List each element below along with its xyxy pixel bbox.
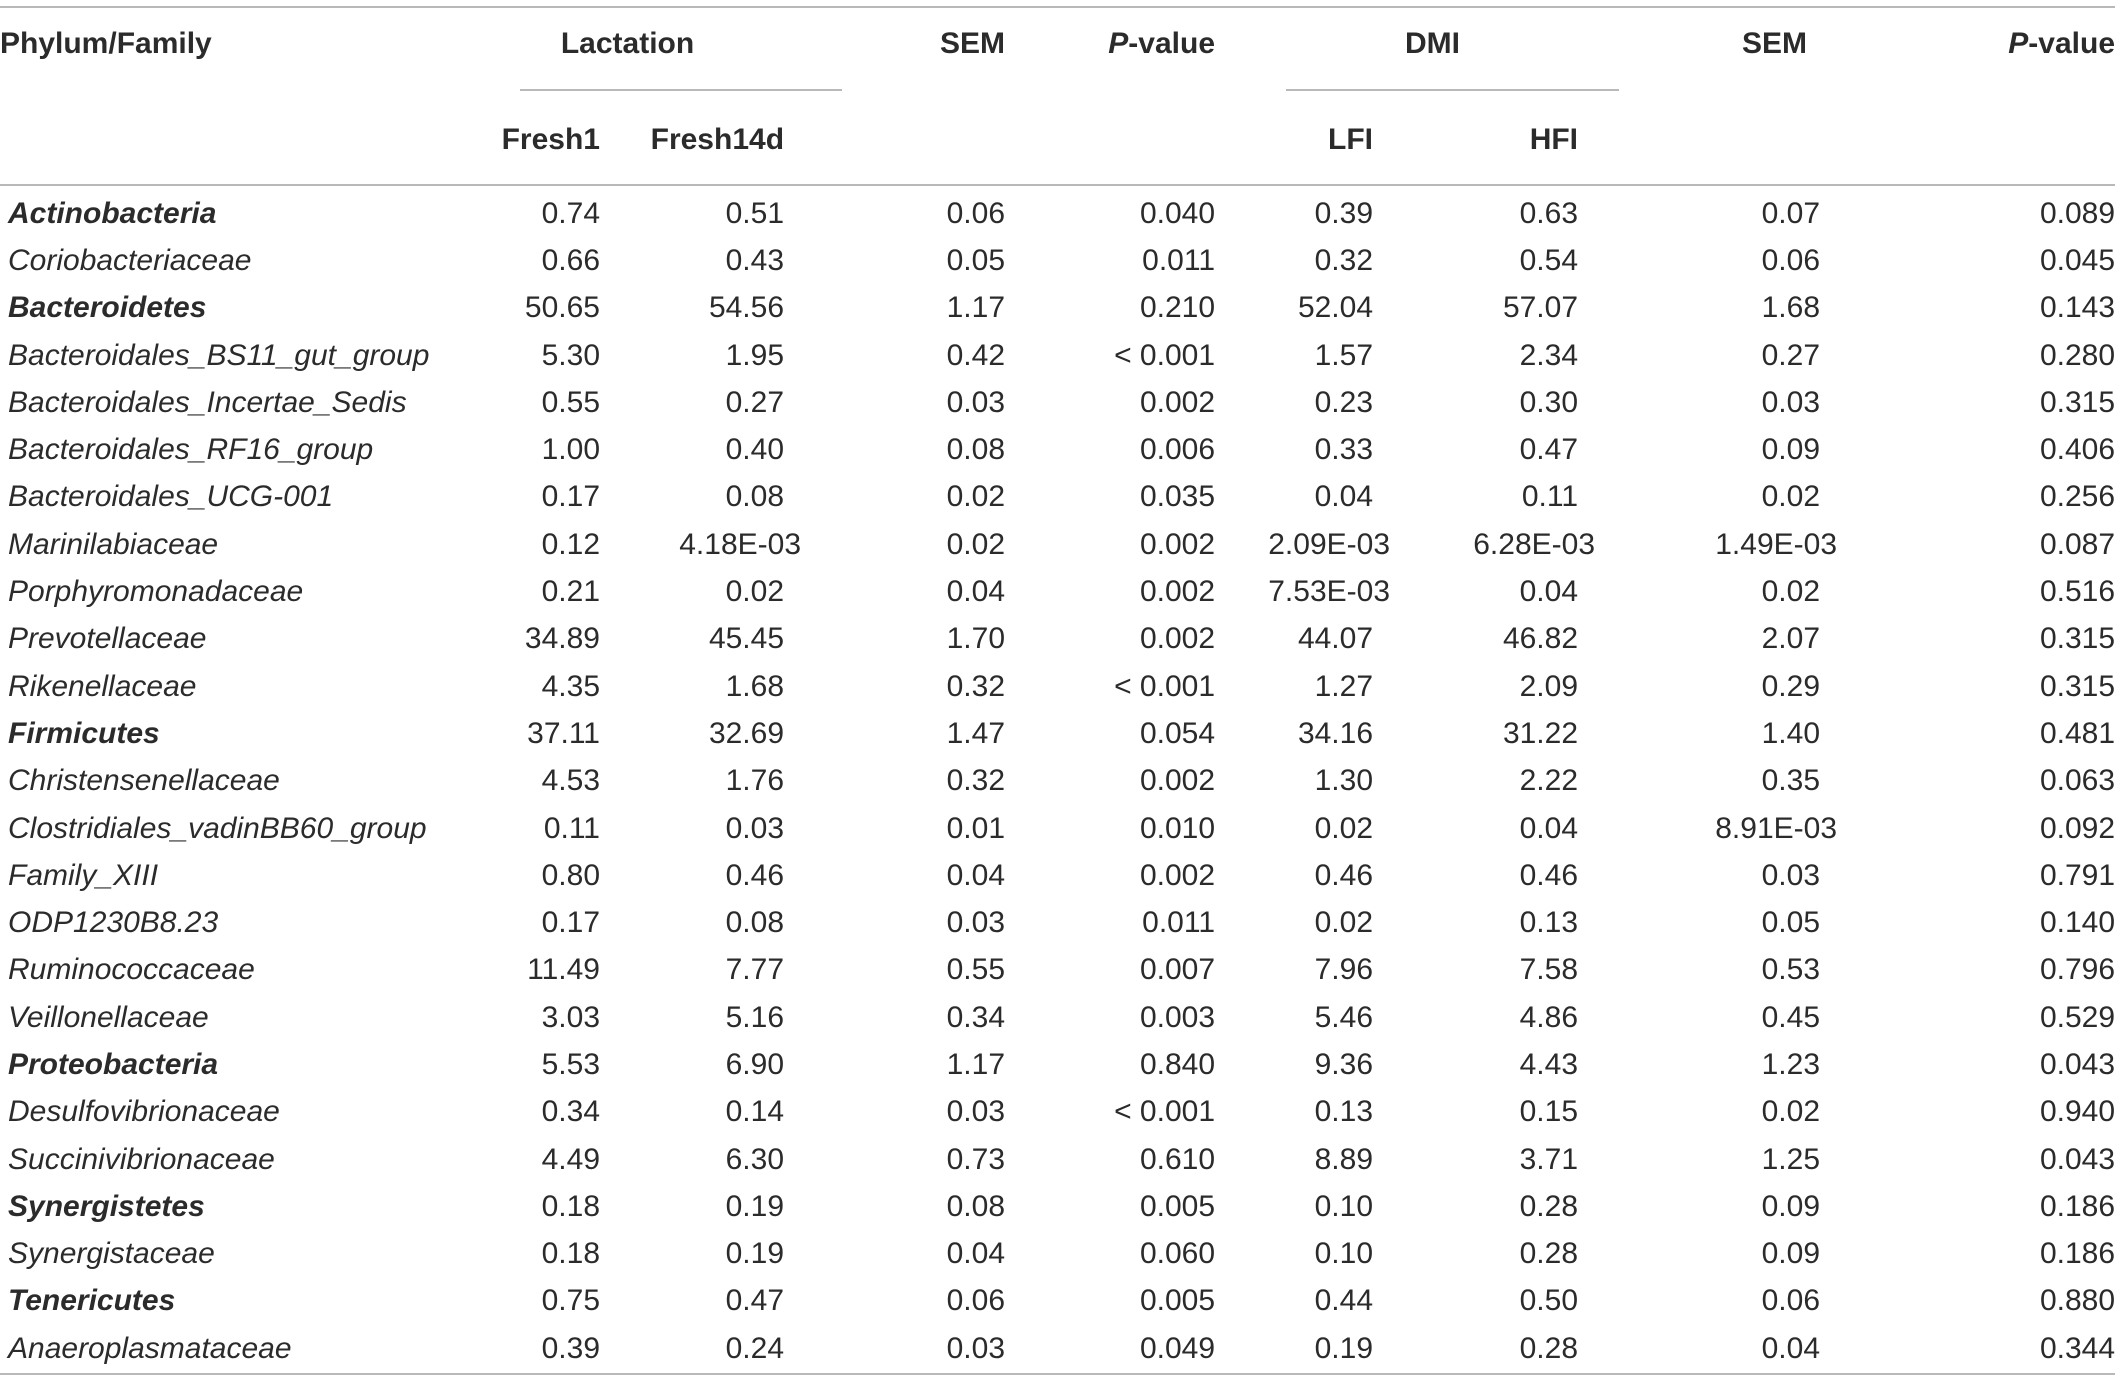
cell-name: Bacteroidales_BS11_gut_group bbox=[8, 338, 430, 372]
cell-name: Succinivibrionaceae bbox=[8, 1142, 275, 1176]
cell-fresh14d: 0.43 bbox=[725, 243, 785, 277]
table-body bbox=[0, 185, 2115, 1374]
cell-sem1: 1.70 bbox=[946, 622, 1006, 656]
cell-name: Desulfovibrionaceae bbox=[8, 1095, 280, 1129]
cell-p1: 0.054 bbox=[1139, 716, 1216, 750]
cell-sem1: 0.32 bbox=[946, 669, 1006, 703]
cell-name: Bacteroidales_UCG-001 bbox=[8, 480, 334, 514]
cell-lfi: 0.02 bbox=[1314, 906, 1374, 940]
dmi-underline bbox=[1286, 89, 1619, 91]
cell-fresh1: 0.17 bbox=[541, 906, 600, 940]
cell-lfi: 0.23 bbox=[1314, 385, 1374, 419]
family-row bbox=[0, 568, 2115, 615]
cell-p2: 0.481 bbox=[2039, 716, 2116, 750]
family-row bbox=[0, 426, 2115, 473]
family-row bbox=[0, 1089, 2115, 1136]
cell-p1: < 0.001 bbox=[1114, 669, 1216, 703]
cell-lfi: 1.30 bbox=[1314, 764, 1374, 798]
family-row bbox=[0, 805, 2115, 852]
cell-sem2: 0.27 bbox=[1761, 338, 1821, 372]
cell-lfi: 5.46 bbox=[1314, 1000, 1374, 1034]
header-empty-1 bbox=[0, 96, 440, 185]
cell-p2: 0.256 bbox=[2039, 480, 2116, 514]
header-empty-3 bbox=[1010, 96, 1220, 185]
cell-fresh14d: 6.90 bbox=[725, 1047, 785, 1081]
cell-p2: 0.089 bbox=[2039, 196, 2116, 230]
family-row bbox=[0, 1325, 2115, 1374]
cell-lfi: 0.19 bbox=[1220, 1325, 1420, 1374]
cell-p1: 0.005 bbox=[1139, 1189, 1216, 1223]
table-header bbox=[0, 7, 2115, 185]
cell-fresh14d: 0.27 bbox=[725, 385, 785, 419]
cell-fresh14d: 0.24 bbox=[600, 1325, 815, 1374]
cell-sem2: 2.07 bbox=[1761, 622, 1821, 656]
cell-p1: 0.011 bbox=[1142, 906, 1216, 940]
cell-p1: 0.610 bbox=[1139, 1142, 1216, 1176]
cell-hfi: 3.71 bbox=[1519, 1142, 1579, 1176]
cell-hfi: 0.13 bbox=[1519, 906, 1579, 940]
cell-p1: 0.840 bbox=[1139, 1047, 1216, 1081]
cell-fresh1: 5.53 bbox=[541, 1047, 600, 1081]
cell-p1: 0.035 bbox=[1139, 480, 1216, 514]
cell-name: Marinilabiaceae bbox=[8, 527, 219, 561]
cell-name: Veillonellaceae bbox=[8, 1000, 209, 1034]
cell-fresh14d: 54.56 bbox=[708, 291, 785, 325]
cell-p2: 0.344 bbox=[1880, 1325, 2115, 1374]
cell-p2: 0.043 bbox=[2039, 1047, 2116, 1081]
cell-sem1: 0.32 bbox=[946, 764, 1006, 798]
cell-name: Anaeroplasmataceae bbox=[0, 1325, 440, 1374]
cell-fresh1: 4.53 bbox=[541, 764, 600, 798]
cell-sem2: 1.25 bbox=[1761, 1142, 1821, 1176]
cell-sem1: 0.42 bbox=[946, 338, 1006, 372]
cell-fresh1: 0.18 bbox=[541, 1237, 600, 1271]
cell-fresh1: 0.55 bbox=[541, 385, 600, 419]
cell-fresh14d: 0.40 bbox=[725, 433, 785, 467]
cell-sem1: 0.73 bbox=[946, 1142, 1006, 1176]
cell-sem2: 0.09 bbox=[1761, 1237, 1821, 1271]
cell-name: Actinobacteria bbox=[8, 196, 217, 230]
cell-lfi: 0.33 bbox=[1314, 433, 1374, 467]
cell-sem1: 0.03 bbox=[946, 1095, 1006, 1129]
cell-sem2: 0.02 bbox=[1761, 575, 1821, 609]
cell-fresh1: 37.11 bbox=[527, 716, 600, 750]
cell-sem1: 1.17 bbox=[946, 291, 1006, 325]
family-row bbox=[0, 994, 2115, 1041]
cell-hfi: 57.07 bbox=[1502, 291, 1579, 325]
header-dmi-label: DMI bbox=[1405, 27, 1461, 60]
cell-name: Prevotellaceae bbox=[8, 622, 207, 656]
cell-hfi: 0.54 bbox=[1519, 243, 1579, 277]
cell-fresh14d: 0.19 bbox=[725, 1189, 785, 1223]
cell-hfi: 0.28 bbox=[1519, 1189, 1579, 1223]
cell-lfi: 7.96 bbox=[1314, 953, 1374, 987]
cell-sem2: 1.23 bbox=[1761, 1047, 1821, 1081]
cell-hfi: 0.63 bbox=[1519, 196, 1579, 230]
cell-hfi: 0.15 bbox=[1519, 1095, 1579, 1129]
cell-sem1: 0.03 bbox=[946, 385, 1006, 419]
cell-p1: 0.005 bbox=[1139, 1284, 1216, 1318]
cell-sem2: 0.35 bbox=[1761, 764, 1821, 798]
header-hfi: HFI bbox=[1420, 96, 1645, 185]
cell-p1: 0.002 bbox=[1139, 527, 1216, 561]
family-row bbox=[0, 663, 2115, 710]
cell-p1: < 0.001 bbox=[1114, 338, 1216, 372]
cell-fresh14d: 0.19 bbox=[725, 1237, 785, 1271]
cell-name: Bacteroidetes bbox=[8, 291, 207, 325]
cell-sem1: 0.03 bbox=[946, 906, 1006, 940]
cell-hfi: 0.11 bbox=[1521, 480, 1579, 514]
header-dmi bbox=[1220, 7, 1645, 96]
cell-sem2: 0.06 bbox=[1761, 243, 1821, 277]
header-lactation bbox=[440, 7, 815, 96]
cell-p2: 0.140 bbox=[2039, 906, 2116, 940]
cell-sem2: 8.91E-03 bbox=[1715, 811, 1838, 845]
cell-name: Synergistetes bbox=[8, 1189, 205, 1223]
cell-p2: 0.045 bbox=[2039, 243, 2116, 277]
cell-sem1: 0.04 bbox=[946, 858, 1006, 892]
phylum-row bbox=[0, 1041, 2115, 1088]
cell-fresh14d: 1.76 bbox=[725, 764, 785, 798]
cell-name: Family_XIII bbox=[8, 858, 159, 892]
cell-fresh14d: 0.51 bbox=[725, 196, 785, 230]
cell-p1: 0.002 bbox=[1139, 622, 1216, 656]
phylum-row bbox=[0, 710, 2115, 757]
header-empty-2 bbox=[815, 96, 1010, 185]
cell-hfi: 4.86 bbox=[1519, 1000, 1579, 1034]
cell-hfi: 0.50 bbox=[1519, 1284, 1579, 1318]
cell-sem1: 0.08 bbox=[946, 1189, 1006, 1223]
cell-sem2: 0.06 bbox=[1761, 1284, 1821, 1318]
cell-fresh1: 4.35 bbox=[541, 669, 600, 703]
cell-fresh1: 34.89 bbox=[524, 622, 600, 656]
cell-p2: 0.063 bbox=[2039, 764, 2116, 798]
cell-fresh14d: 0.02 bbox=[725, 575, 785, 609]
cell-name: Bacteroidales_Incertae_Sedis bbox=[8, 385, 407, 419]
cell-fresh1: 4.49 bbox=[541, 1142, 600, 1176]
cell-p1: 0.002 bbox=[1139, 575, 1216, 609]
cell-lfi: 0.10 bbox=[1314, 1189, 1374, 1223]
cell-sem1: 0.03 bbox=[815, 1325, 1010, 1374]
cell-sem2: 1.49E-03 bbox=[1715, 527, 1838, 561]
cell-sem2: 0.09 bbox=[1761, 433, 1821, 467]
cell-name: Bacteroidales_RF16_group bbox=[8, 433, 374, 467]
cell-sem2: 1.40 bbox=[1761, 716, 1821, 750]
cell-fresh14d: 4.18E-03 bbox=[679, 527, 802, 561]
cell-p1: 0.040 bbox=[1139, 196, 1216, 230]
cell-p2: 0.796 bbox=[2039, 953, 2116, 987]
cell-fresh1: 50.65 bbox=[524, 291, 600, 325]
cell-lfi: 0.39 bbox=[1314, 196, 1374, 230]
cell-fresh1: 11.49 bbox=[527, 953, 600, 987]
cell-hfi: 2.22 bbox=[1519, 764, 1579, 798]
cell-fresh1: 0.74 bbox=[541, 196, 600, 230]
header-pvalue-2 bbox=[1880, 7, 2115, 96]
cell-p2: 0.529 bbox=[2039, 1000, 2116, 1034]
cell-sem1: 0.04 bbox=[946, 1237, 1006, 1271]
cell-lfi: 1.57 bbox=[1314, 338, 1374, 372]
cell-name: Christensenellaceae bbox=[8, 764, 280, 798]
cell-name: Porphyromonadaceae bbox=[8, 575, 304, 609]
cell-fresh14d: 1.68 bbox=[725, 669, 785, 703]
cell-hfi: 0.46 bbox=[1519, 858, 1579, 892]
cell-name: Coriobacteriaceae bbox=[8, 243, 252, 277]
cell-p1: 0.010 bbox=[1139, 811, 1216, 845]
family-row bbox=[0, 947, 2115, 994]
cell-fresh14d: 0.08 bbox=[725, 480, 785, 514]
cell-p1: 0.002 bbox=[1139, 858, 1216, 892]
cell-lfi: 0.13 bbox=[1314, 1095, 1374, 1129]
cell-p1: 0.060 bbox=[1139, 1237, 1216, 1271]
cell-p2: 0.143 bbox=[2039, 291, 2116, 325]
header-row-1 bbox=[0, 7, 2115, 96]
cell-fresh14d: 0.03 bbox=[725, 811, 785, 845]
cell-sem1: 0.34 bbox=[946, 1000, 1006, 1034]
cell-p2: 0.186 bbox=[2039, 1237, 2116, 1271]
header-row-2 bbox=[0, 96, 2115, 185]
cell-p2: 0.940 bbox=[2039, 1095, 2116, 1129]
cell-lfi: 0.02 bbox=[1314, 811, 1374, 845]
family-row bbox=[0, 899, 2115, 946]
cell-fresh14d: 0.14 bbox=[725, 1095, 785, 1129]
cell-fresh1: 5.30 bbox=[541, 338, 600, 372]
family-row bbox=[0, 616, 2115, 663]
pvalue-1-rest: -value bbox=[1128, 27, 1216, 60]
cell-sem1: 0.08 bbox=[946, 433, 1006, 467]
cell-hfi: 0.28 bbox=[1519, 1237, 1579, 1271]
cell-fresh14d: 1.95 bbox=[725, 338, 785, 372]
cell-sem1: 0.06 bbox=[946, 196, 1006, 230]
cell-p2: 0.516 bbox=[2039, 575, 2116, 609]
cell-sem2: 0.05 bbox=[1761, 906, 1821, 940]
cell-hfi: 2.09 bbox=[1519, 669, 1579, 703]
cell-lfi: 0.10 bbox=[1314, 1237, 1374, 1271]
cell-sem2: 0.53 bbox=[1761, 953, 1821, 987]
cell-fresh1: 0.12 bbox=[541, 527, 600, 561]
cell-fresh14d: 5.16 bbox=[725, 1000, 785, 1034]
cell-name: ODP1230B8.23 bbox=[8, 906, 219, 940]
cell-lfi: 7.53E-03 bbox=[1268, 575, 1391, 609]
data-table bbox=[0, 6, 2115, 1375]
family-row bbox=[0, 237, 2115, 284]
family-row bbox=[0, 758, 2115, 805]
header-fresh14d: Fresh14d bbox=[600, 96, 815, 185]
cell-name: Firmicutes bbox=[8, 716, 160, 750]
cell-lfi: 34.16 bbox=[1297, 716, 1374, 750]
pvalue-2-rest: -value bbox=[2028, 27, 2116, 60]
cell-sem2: 0.02 bbox=[1761, 1095, 1821, 1129]
cell-sem1: 0.05 bbox=[946, 243, 1006, 277]
cell-hfi: 7.58 bbox=[1519, 953, 1579, 987]
cell-hfi: 0.28 bbox=[1420, 1325, 1645, 1374]
cell-p2: 0.315 bbox=[2039, 669, 2116, 703]
phylum-row bbox=[0, 1278, 2115, 1325]
cell-sem2: 0.45 bbox=[1761, 1000, 1821, 1034]
cell-p2: 0.186 bbox=[2039, 1189, 2116, 1223]
cell-fresh14d: 0.46 bbox=[725, 858, 785, 892]
header-lfi: LFI bbox=[1220, 96, 1420, 185]
cell-p1: 0.007 bbox=[1139, 953, 1216, 987]
cell-fresh1: 0.18 bbox=[541, 1189, 600, 1223]
phylum-row bbox=[0, 1183, 2115, 1230]
cell-sem2: 0.03 bbox=[1761, 385, 1821, 419]
phylum-row bbox=[0, 285, 2115, 332]
cell-p2: 0.791 bbox=[2039, 858, 2116, 892]
cell-p1: 0.003 bbox=[1139, 1000, 1216, 1034]
cell-sem1: 0.01 bbox=[946, 811, 1006, 845]
cell-p2: 0.087 bbox=[2039, 527, 2116, 561]
cell-fresh1: 0.66 bbox=[541, 243, 600, 277]
cell-p2: 0.880 bbox=[2039, 1284, 2116, 1318]
cell-hfi: 2.34 bbox=[1519, 338, 1579, 372]
family-row bbox=[0, 332, 2115, 379]
header-fresh1: Fresh1 bbox=[440, 96, 600, 185]
cell-p1: 0.011 bbox=[1142, 243, 1216, 277]
cell-p2: 0.280 bbox=[2039, 338, 2116, 372]
pvalue-2-p: P bbox=[2008, 27, 2029, 60]
cell-name: Proteobacteria bbox=[8, 1047, 219, 1081]
header-sem-1: SEM bbox=[940, 27, 1006, 60]
cell-sem1: 0.04 bbox=[946, 575, 1006, 609]
cell-p2: 0.406 bbox=[2039, 433, 2116, 467]
cell-fresh14d: 45.45 bbox=[708, 622, 785, 656]
cell-lfi: 2.09E-03 bbox=[1268, 527, 1391, 561]
cell-fresh14d: 32.69 bbox=[708, 716, 785, 750]
family-row bbox=[0, 474, 2115, 521]
cell-sem1: 0.02 bbox=[946, 527, 1006, 561]
cell-hfi: 6.28E-03 bbox=[1473, 527, 1596, 561]
cell-p2: 0.315 bbox=[2039, 622, 2116, 656]
cell-sem2: 1.68 bbox=[1761, 291, 1821, 325]
family-row bbox=[0, 1136, 2115, 1183]
cell-name: Ruminococcaceae bbox=[8, 953, 255, 987]
header-empty-4 bbox=[1645, 96, 1880, 185]
cell-p2: 0.043 bbox=[2039, 1142, 2116, 1176]
cell-fresh1: 0.17 bbox=[541, 480, 600, 514]
cell-hfi: 4.43 bbox=[1519, 1047, 1579, 1081]
header-pvalue-1 bbox=[1010, 7, 1220, 96]
cell-p1: < 0.001 bbox=[1114, 1095, 1216, 1129]
cell-fresh14d: 0.08 bbox=[725, 906, 785, 940]
cell-fresh1: 3.03 bbox=[541, 1000, 600, 1034]
cell-fresh1: 0.34 bbox=[541, 1095, 600, 1129]
cell-sem1: 0.06 bbox=[946, 1284, 1006, 1318]
cell-sem2: 0.03 bbox=[1761, 858, 1821, 892]
cell-fresh1: 0.80 bbox=[541, 858, 600, 892]
pvalue-1-p: P bbox=[1108, 27, 1129, 60]
cell-lfi: 1.27 bbox=[1314, 669, 1374, 703]
cell-p2: 0.092 bbox=[2039, 811, 2116, 845]
cell-name: Rikenellaceae bbox=[8, 669, 197, 703]
family-row bbox=[0, 1231, 2115, 1278]
cell-lfi: 8.89 bbox=[1314, 1142, 1374, 1176]
cell-name: Synergistaceae bbox=[8, 1237, 215, 1271]
cell-sem2: 0.04 bbox=[1645, 1325, 1880, 1374]
cell-sem1: 1.47 bbox=[946, 716, 1006, 750]
cell-lfi: 44.07 bbox=[1297, 622, 1374, 656]
cell-sem2: 0.07 bbox=[1761, 196, 1821, 230]
cell-hfi: 0.47 bbox=[1519, 433, 1579, 467]
cell-p1: 0.002 bbox=[1139, 764, 1216, 798]
cell-hfi: 0.30 bbox=[1519, 385, 1579, 419]
cell-fresh1: 1.00 bbox=[541, 433, 600, 467]
cell-hfi: 31.22 bbox=[1502, 716, 1579, 750]
header-lactation-label: Lactation bbox=[560, 27, 695, 60]
header-phylum-family: Phylum/Family bbox=[0, 27, 212, 60]
cell-lfi: 0.04 bbox=[1314, 480, 1374, 514]
cell-hfi: 0.04 bbox=[1519, 811, 1579, 845]
phylum-row bbox=[0, 185, 2115, 237]
cell-fresh14d: 0.47 bbox=[725, 1284, 785, 1318]
cell-fresh1: 0.39 bbox=[440, 1325, 600, 1374]
family-row bbox=[0, 379, 2115, 426]
header-empty-5 bbox=[1880, 96, 2115, 185]
cell-fresh1: 0.21 bbox=[541, 575, 600, 609]
cell-p1: 0.210 bbox=[1139, 291, 1216, 325]
cell-sem2: 0.29 bbox=[1761, 669, 1821, 703]
cell-sem2: 0.09 bbox=[1761, 1189, 1821, 1223]
cell-sem1: 1.17 bbox=[946, 1047, 1006, 1081]
cell-lfi: 52.04 bbox=[1297, 291, 1374, 325]
cell-p1: 0.006 bbox=[1139, 433, 1216, 467]
cell-sem1: 0.55 bbox=[946, 953, 1006, 987]
cell-hfi: 46.82 bbox=[1502, 622, 1579, 656]
cell-name: Tenericutes bbox=[8, 1284, 176, 1318]
cell-fresh1: 0.11 bbox=[543, 811, 600, 845]
cell-lfi: 9.36 bbox=[1314, 1047, 1374, 1081]
cell-fresh1: 0.75 bbox=[541, 1284, 600, 1318]
cell-p2: 0.315 bbox=[2039, 385, 2116, 419]
cell-lfi: 0.46 bbox=[1314, 858, 1374, 892]
header-sem-2: SEM bbox=[1742, 27, 1808, 60]
cell-lfi: 0.44 bbox=[1314, 1284, 1374, 1318]
lactation-underline bbox=[520, 89, 842, 91]
cell-p1: 0.002 bbox=[1139, 385, 1216, 419]
cell-sem1: 0.02 bbox=[946, 480, 1006, 514]
family-row bbox=[0, 521, 2115, 568]
family-row bbox=[0, 852, 2115, 899]
cell-lfi: 0.32 bbox=[1314, 243, 1374, 277]
cell-p1: 0.049 bbox=[1010, 1325, 1220, 1374]
cell-hfi: 0.04 bbox=[1519, 575, 1579, 609]
cell-fresh14d: 6.30 bbox=[725, 1142, 785, 1176]
cell-name: Clostridiales_vadinBB60_group bbox=[8, 811, 427, 845]
cell-sem2: 0.02 bbox=[1761, 480, 1821, 514]
cell-fresh14d: 7.77 bbox=[725, 953, 785, 987]
